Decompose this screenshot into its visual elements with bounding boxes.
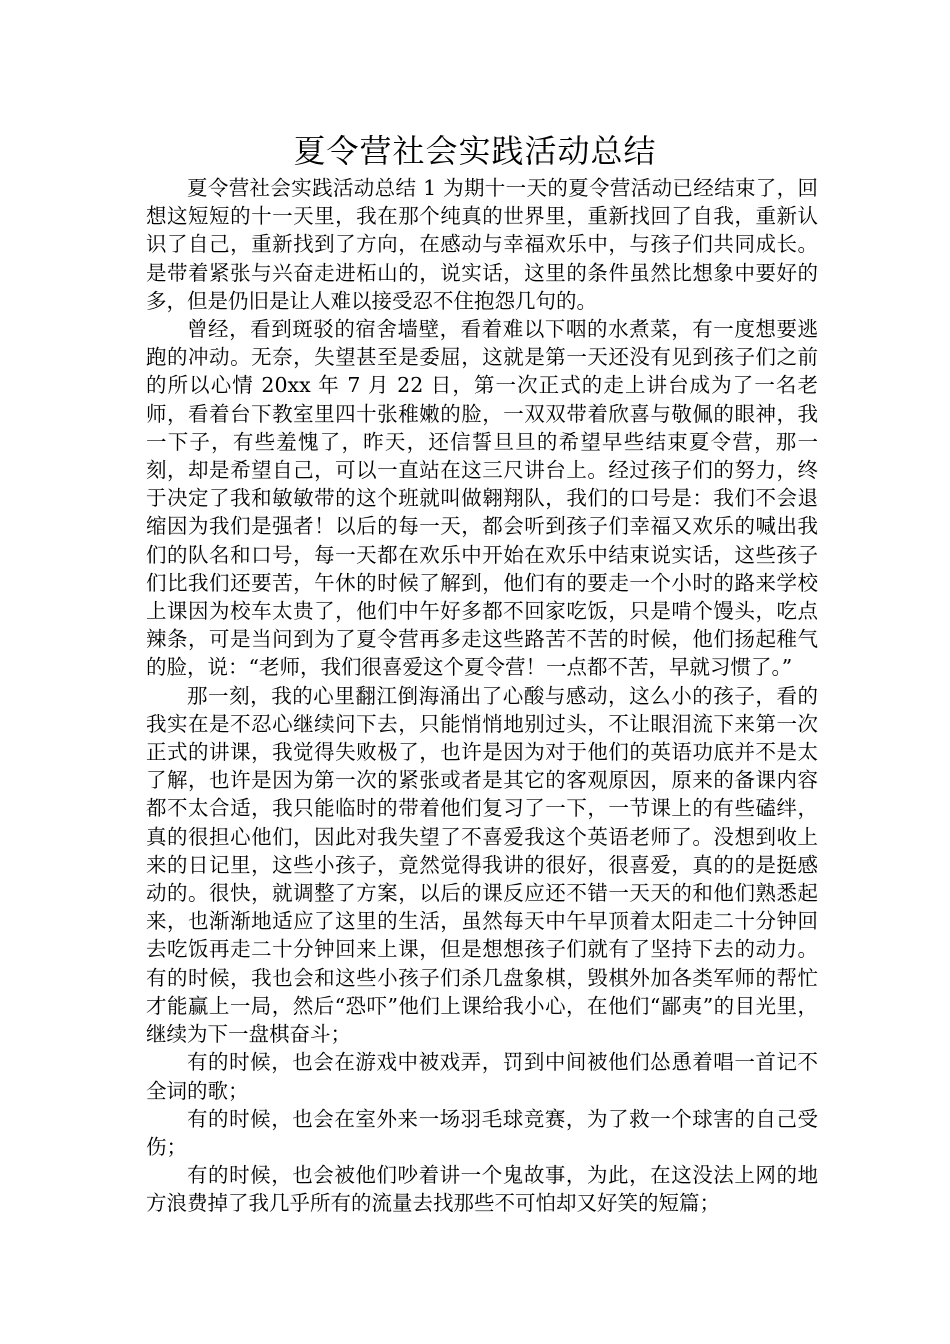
paragraph-2: 曾经，看到斑驳的宿舍墙壁，看着难以下咽的水煮菜，有一度想要逃跑的冲动。无奈，失望甚至是委屈，这就是第一天还没有见到孩子们之前的所以心情 20xx 年 7 月 22 日，第一次正式的走上讲台成为了一名老师，看着台下教室里四十张稚嫩的脸，一双双带着欣喜与敬佩的眼神，我一下子，有些羞愧了，昨天，还信誓旦旦的希望早些结束夏令营，那一刻，却是希望自己，可以一直站在这三尺讲台上。经过孩子们的努力，终于决定了我和敏敏带的这个班就叫做翱翔队，我们的口号是：我们不会退缩因为我们是强者！以后的每一天，都会听到孩子们幸福又欢乐的喊出我们的队名和口号，每一天都在欢乐中开始在欢乐中结束说实话，这些孩子们比我们还要苦，午休的时候了解到，他们有的要走一个小时的路来学校上课因为校车太贵了，他们中午好多都不回家吃饭，只是啃个馒头，吃点辣条，可是当问到为了夏令营再多走这些路苦不苦的时候，他们扬起稚气的脸，说：“老师，我们很喜爱这个夏令营！一点都不苦，早就习惯了。” <box>146 317 818 680</box>
paragraph-1: 夏令营社会实践活动总结 1 为期十一天的夏令营活动已经结束了，回想这短短的十一天里，我在那个纯真的世界里，重新找回了自我，重新认识了自己，重新找到了方向，在感动与幸福欢乐中，与孩子们共同成长。是带着紧张与兴奋走进柘山的，说实话，这里的条件虽然比想象中要好的多，但是仍旧是让人难以接受忍不住抱怨几句的。 <box>146 176 818 313</box>
document-body <box>146 174 818 1218</box>
paragraph-3: 那一刻，我的心里翻江倒海涌出了心酸与感动，这么小的孩子，看的我实在是不忍心继续问下去，只能悄悄地别过头，不让眼泪流下来第一次正式的讲课，我觉得失败极了，也许是因为对于他们的英语功底并不是太了解，也许是因为第一次的紧张或者是其它的客观原因，原来的备课内容都不太合适，我只能临时的带着他们复习了一下，一节课上的有些磕绊，真的很担心他们，因此对我失望了不喜爱我这个英语老师了。没想到收上来的日记里，这些小孩子，竟然觉得我讲的很好，很喜爱，真的的是挺感动的。很快，就调整了方案，以后的课反应还不错一天天的和他们熟悉起来，也渐渐地适应了这里的生活，虽然每天中午早顶着太阳走二十分钟回去吃饭再走二十分钟回来上课，但是想想孩子们就有了坚持下去的动力。有的时候，我也会和这些小孩子们杀几盘象棋，毁棋外加各类军师的帮忙才能赢上一局，然后“恐吓”他们上课给我小心，在他们“鄙夷”的目光里，继续为下一盘棋奋斗； <box>146 683 818 1047</box>
paragraph-4: 有的时候，也会在游戏中被戏弄，罚到中间被他们怂恿着唱一首记不全词的歌； <box>146 1050 818 1103</box>
paragraph-6: 有的时候，也会被他们吵着讲一个鬼故事，为此，在这没法上网的地方浪费掉了我几乎所有的流量去找那些不可怕却又好笑的短篇； <box>146 1163 818 1216</box>
paragraph-5: 有的时候，也会在室外来一场羽毛球竞赛，为了救一个球害的自己受伤； <box>146 1106 818 1159</box>
document-title: 夏令营社会实践活动总结 <box>293 132 657 170</box>
